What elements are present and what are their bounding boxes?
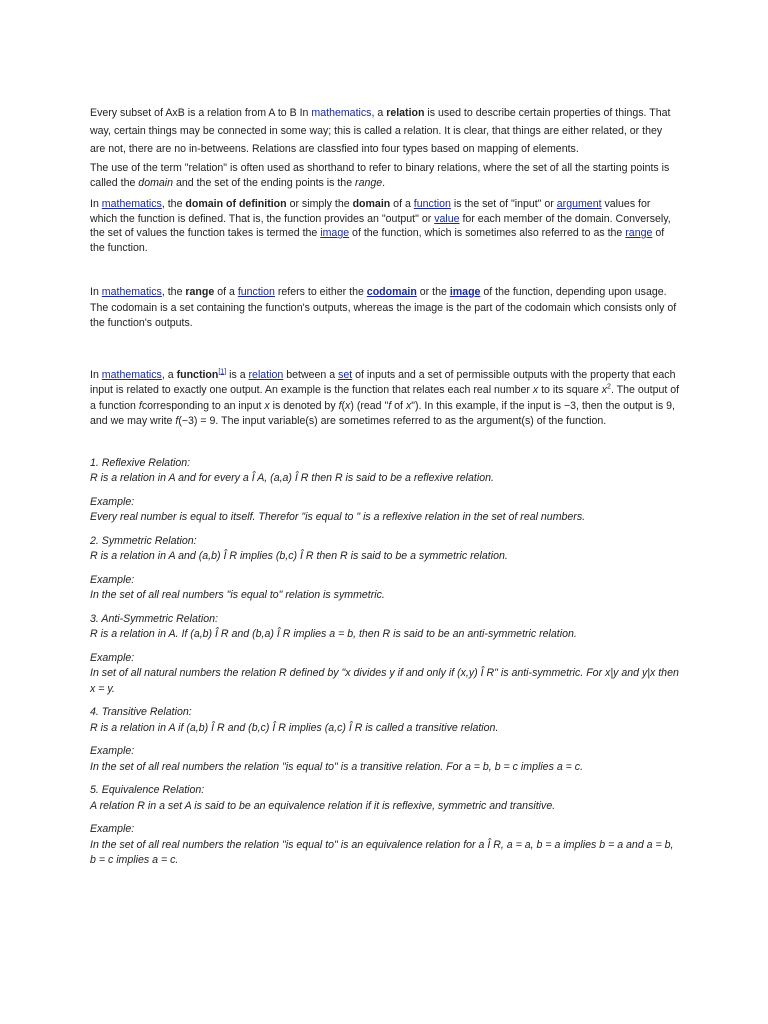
variable: f — [388, 399, 392, 412]
transitive-example-block — [90, 744, 680, 775]
text: is the set of "input" or — [450, 198, 557, 210]
text: to its square — [538, 384, 602, 396]
exponent: 2 — [607, 383, 611, 391]
symmetric-definition: R is a relation in A and (a,b) Î R implies (b,c) Î R then R is said to be a symmetric relation. — [90, 550, 508, 562]
reflexive-example: Every real number is equal to itself. Therefor "is equal to " is a reflexive relation in the set of real numbers. — [90, 511, 586, 523]
text: is denoted by — [269, 399, 339, 412]
text: , a — [371, 107, 387, 119]
text: of a — [214, 286, 238, 298]
symmetric-example-block — [90, 573, 680, 604]
text: In — [90, 286, 102, 298]
text: and the set of the ending points is the — [173, 176, 356, 189]
text: (−3) = 9. The input variable(s) are sometimes referred to as the argument(s) of the function. — [178, 415, 607, 427]
link-mathematics[interactable]: mathematics — [101, 198, 162, 210]
variable: x — [405, 399, 412, 412]
link-set[interactable]: set — [338, 368, 353, 381]
link-image[interactable]: image — [320, 227, 350, 239]
text: (read " — [353, 399, 389, 412]
text: , the — [161, 286, 186, 298]
text: Every subset of AxB is a relation from A to B In — [90, 107, 312, 119]
bold-term: function — [176, 368, 219, 381]
anti-symmetric-definition: R is a relation in A. If (a,b) Î R and (b,a) Î R implies a = b, then R is said to be an anti-symmetric relation. — [90, 628, 577, 640]
range-paragraph — [90, 285, 680, 332]
link-function[interactable]: function — [413, 198, 451, 210]
text: The use of the term "relation" is often used as shorthand to refer to binary relations, where the set of all the starting points is called the — [90, 162, 670, 189]
text: , a — [161, 368, 177, 381]
anti-symmetric-block — [90, 612, 680, 643]
variable: f — [338, 399, 342, 412]
link-mathematics[interactable]: mathematics — [101, 286, 162, 298]
example-label: Example: — [90, 573, 135, 586]
variable: x — [532, 384, 539, 396]
variable: x — [264, 399, 270, 412]
function-paragraph — [90, 368, 680, 430]
text: "). In this example, if the input is −3, then the output is 9, and we may write — [90, 399, 676, 427]
example-label: Example: — [90, 823, 135, 835]
equivalence-definition: A relation R in a set A is said to be an equivalence relation if it is reflexive, symmetric and transitive. — [90, 799, 556, 812]
variable: x — [601, 384, 608, 396]
text: values for which the function is defined. That is, the function provides an "output" or — [90, 198, 651, 225]
text: of the function, which is sometimes also referred to as the — [349, 227, 626, 239]
link-range[interactable]: range — [625, 227, 653, 239]
text: of the function, depending upon usage. The codomain is a set containing the function's outputs, whereas the image is the part of the codomain which consists only of the function's outputs. — [90, 286, 677, 329]
text: for each member of the domain. Conversely, the set of values the function takes is termed the — [90, 212, 671, 239]
text: In — [90, 368, 102, 381]
relation-term: relation — [386, 107, 425, 119]
transitive-block — [90, 705, 680, 736]
variable: x — [345, 399, 351, 412]
reflexive-definition: R is a relation in A and for every a Î A, (a,a) Î R then R is said to be a reflexive relation. — [90, 472, 494, 484]
link-value[interactable]: value — [434, 212, 460, 225]
variable: f — [175, 415, 179, 427]
text: In — [90, 198, 102, 210]
text: . The output of a function — [90, 384, 680, 412]
symmetric-block — [90, 534, 680, 565]
text: of a — [390, 198, 414, 210]
bold-term: domain — [352, 198, 391, 210]
text: , the — [161, 198, 186, 210]
text: ) — [350, 399, 354, 412]
link-mathematics[interactable]: mathematics — [101, 368, 162, 381]
anti-symmetric-heading: 3. Anti-Symmetric Relation: — [90, 612, 218, 625]
relation-types-list — [90, 456, 680, 869]
reference-link[interactable]: [1] — [218, 367, 227, 375]
text: of the function. — [90, 227, 665, 254]
intro-paragraph — [90, 104, 680, 158]
example-label: Example: — [90, 651, 135, 664]
equivalence-example-block — [90, 822, 680, 869]
transitive-definition: R is a relation in A if (a,b) Î R and (b,c) Î R implies (a,c) Î R is called a transitive relation. — [90, 721, 499, 734]
mathematics-text: mathematics — [311, 107, 372, 119]
text: ( — [341, 399, 346, 412]
bold-term: domain of definition — [185, 198, 287, 210]
equivalence-block — [90, 783, 680, 814]
link-image[interactable]: image — [449, 286, 481, 298]
link-function[interactable]: function — [237, 286, 275, 298]
link-codomain[interactable]: codomain — [366, 286, 417, 298]
text: or the — [416, 286, 450, 298]
reflexive-heading: 1. Reflexive Relation: — [90, 456, 191, 469]
bold-term: range — [185, 286, 215, 298]
relation-term-paragraph — [90, 161, 680, 190]
domain-paragraph — [90, 197, 680, 255]
text: or simply the — [286, 198, 353, 210]
equivalence-heading: 5. Equivalence Relation: — [90, 784, 205, 796]
link-relation[interactable]: relation — [248, 368, 284, 381]
variable: f — [138, 399, 142, 412]
text: of inputs and a set of permissible outputs with the property that each input is related to exactly one output. An example is the function that relates each real number — [90, 368, 676, 396]
reflexive-example-block — [90, 495, 680, 526]
anti-symmetric-example: In set of all natural numbers the relation R defined by "x divides y if and only if (x,y) Î R" is anti-symmetric. For x|y and y|x then x = y. — [90, 667, 679, 695]
text: of — [391, 399, 406, 412]
symmetric-example: In the set of all real numbers "is equal to" relation is symmetric. — [90, 589, 385, 601]
symmetric-heading: 2. Symmetric Relation: — [90, 534, 197, 547]
transitive-example: In the set of all real numbers the relation "is equal to" is a transitive relation. For a = b, b = c implies a = c. — [90, 760, 584, 773]
range-term: range — [355, 176, 383, 189]
anti-symmetric-example-block — [90, 651, 680, 698]
text: refers to either the — [274, 286, 367, 298]
example-label: Example: — [90, 495, 135, 508]
text: is used to describe certain properties of things. That way, certain things may be connected in some way; this is called a relation. It is clear, that things are either related, or they are not, there are no in-betweens. Relations are classfied into four types based on mapping of elements. — [90, 107, 671, 155]
document-body — [90, 104, 680, 877]
equivalence-example: In the set of all real numbers the relation "is equal to" is an equivalence relation for a Î R, a = a, b = a implies b = a and a = b, b = c implies a = c. — [90, 838, 674, 866]
reflexive-block — [90, 456, 680, 487]
text: between a — [283, 368, 339, 381]
text: . — [382, 176, 386, 189]
link-argument[interactable]: argument — [556, 198, 602, 210]
transitive-heading: 4. Transitive Relation: — [90, 706, 192, 718]
domain-term: domain — [138, 176, 174, 189]
text: corresponding to an input — [141, 399, 265, 412]
example-label: Example: — [90, 745, 135, 757]
text: is a — [226, 368, 249, 381]
